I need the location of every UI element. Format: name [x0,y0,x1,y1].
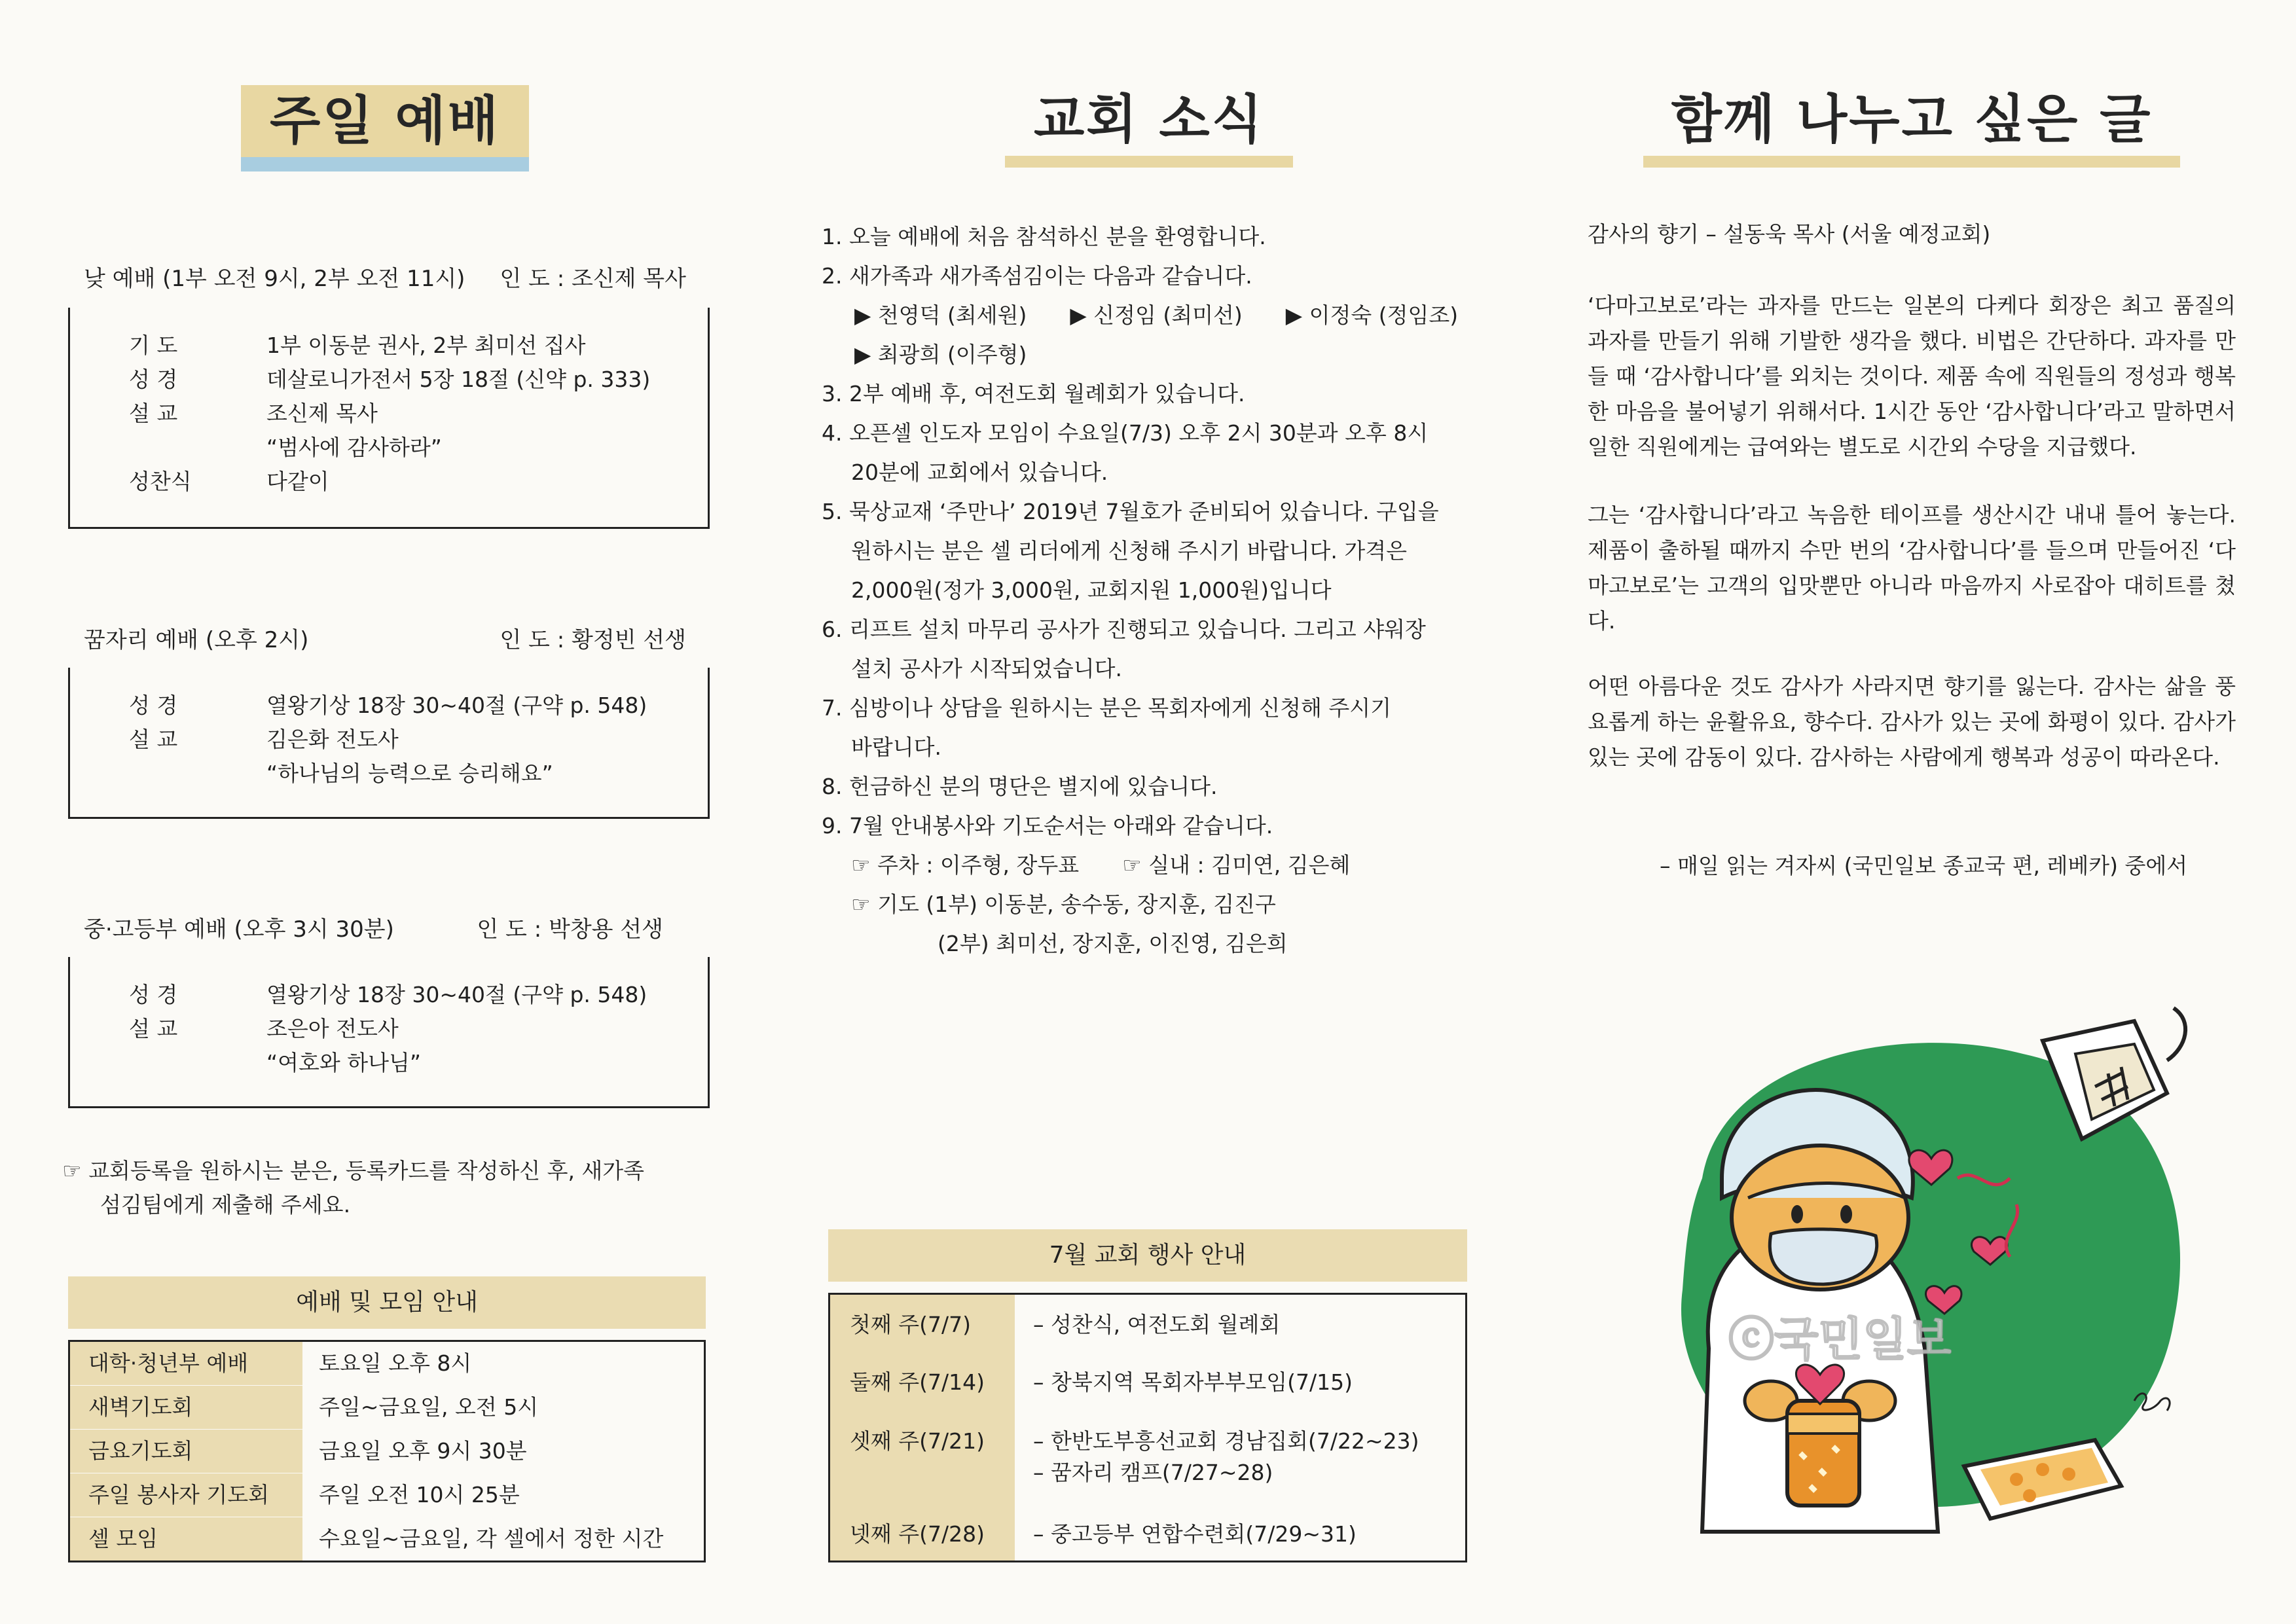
info-key-2: 금요기도회 [70,1430,302,1473]
essay-paragraph-3: 어떤 아름다운 것도 감사가 사라지면 향기를 잃는다. 감사는 삶을 풍요롭게 하는 윤활유요, 향수다. 감사가 있는 곳에 화평이 있다. 감사가 있는 곳에 감동이 있다. 감사하는 사람에게 행복과 성공이 따라온다. [1588,674,2236,770]
day-row-value-0: 1부 이동분 권사, 2부 최미선 집사 [266,333,586,358]
news-line-1: 2. 새가족과 새가족섬김이는 다음과 같습니다. [822,263,1252,289]
events-table-header: 7월 교회 행사 안내 [828,1229,1467,1282]
news-line-2: ▶ 천영덕 (최세원) ▶ 신정임 (최미선) ▶ 이정숙 (정임조) [854,302,1459,328]
essay-paragraph-2: 그는 ‘감사합니다’라고 녹음한 테이프를 생산시간 내내 틀어 놓는다. 제품이 출하될 때까지 수만 번의 ‘감사합니다’를 들으며 만들어진 ‘다마고보로’는 고객의 입맛뿐만 아니라 마음까지 사로잡아 대히트를 쳤다. [1588,502,2236,634]
essay-subtitle: 감사의 향기 – 설동욱 목사 (서울 예정교회) [1588,221,1991,247]
table-row [70,1342,704,1385]
youth-row-value-0: 열왕기상 18장 30~40절 (구약 p. 548) [266,982,647,1007]
illustration-svg [1624,982,2246,1571]
youth-service-title-row [84,911,663,943]
day-row-label-1: 성 경 [129,367,178,392]
news-line-4: 3. 2부 예배 후, 여전도회 월례회가 있습니다. [822,381,1245,406]
event-detail-2-0: – 한반도부흥선교회 경남집회(7/22~23) [1033,1428,1419,1454]
event-week-0: 첫째 주(7/7) [850,1312,971,1337]
dream-row-label-0: 성 경 [129,693,178,718]
news-line-6: 20분에 교회에서 있습니다. [851,460,1108,485]
dream-sermon-title: “하나님의 능력으로 승리해요” [266,761,553,786]
news-line-14: 8. 헌금하신 분의 명단은 별지에 있습니다. [822,774,1218,799]
day-sermon-title: “범사에 감사하라” [266,435,442,460]
youth-row-value-1: 조은아 전도사 [266,1016,399,1041]
event-week-1: 둘째 주(7/14) [850,1369,985,1395]
info-value-3: 주일 오전 10시 25분 [319,1482,520,1507]
dream-row-value-0: 열왕기상 18장 30~40절 (구약 p. 548) [266,693,647,718]
news-line-18: (2부) 최미선, 장지훈, 이진영, 김은희 [938,931,1288,956]
news-line-7: 5. 묵상교재 ‘주만나’ 2019년 7월호가 준비되어 있습니다. 구입을 [822,499,1439,524]
table-row [70,1430,704,1473]
day-row-label-0: 기 도 [129,333,178,358]
essay-source: – 매일 읽는 겨자씨 (국민일보 종교국 편, 레베카) 중에서 [1660,853,2188,878]
day-row-label-4: 성찬식 [129,469,192,494]
day-service-title-row [84,261,686,293]
event-detail-3-0: – 중고등부 연합수련회(7/29~31) [1033,1521,1357,1547]
news-line-10: 6. 리프트 설치 마무리 공사가 진행되고 있습니다. 그리고 샤워장 [822,617,1426,642]
info-table-header: 예배 및 모임 안내 [68,1276,706,1329]
essay-paragraph-1: ‘다마고보로’라는 과자를 만드는 일본의 다케다 회장은 최고 품질의 과자를 만들기 위해 기발한 생각을 했다. 비법은 간단하다. 과자를 만들 때 ‘감사합니다’를 외치는 것이다. 제품 속에 직원들의 정성과 행복한 마음을 불어넣기 위해서다. 1시간 동안 ‘감사합니다’라고 말하면서 일한 직원에게는 급여와는 별도로 시간외 수당을 지급했다. [1588,293,2236,460]
event-detail-2-1: – 꿈자리 캠프(7/27~28) [1033,1460,1273,1485]
news-line-5: 4. 오픈셀 인도자 모임이 수요일(7/3) 오후 2시 30분과 오후 8시 [822,420,1429,446]
dream-row-value-1: 김은화 전도사 [266,727,399,752]
news-line-0: 1. 오늘 예배에 처음 참석하신 분을 환영합니다. [822,224,1266,249]
day-row-label-2: 설 교 [129,401,178,426]
info-value-2: 금요일 오후 9시 30분 [319,1438,527,1464]
dream-service-title-row [84,622,686,654]
day-service-box [68,308,710,529]
illustration [1624,982,2246,1571]
table-row [70,1517,704,1561]
dream-row-label-1: 설 교 [129,727,178,752]
dream-service-box [68,668,710,819]
news-line-17: ☞ 기도 (1부) 이동분, 송수동, 장지훈, 김진구 [851,892,1276,917]
info-key-0: 대학·청년부 예배 [70,1342,302,1385]
dream-service-leader: 인 도 : 황정빈 선생 [500,627,686,653]
news-line-12: 7. 심방이나 상담을 원하시는 분은 목회자에게 신청해 주시기 [822,695,1391,721]
info-value-4: 수요일~금요일, 각 셀에서 정한 시간 [319,1526,664,1551]
youth-row-label-0: 성 경 [129,982,178,1007]
table-row [70,1473,704,1517]
news-line-16: ☞ 주차 : 이주형, 장두표 ☞ 실내 : 김미연, 김은혜 [851,852,1351,878]
event-week-2: 셋째 주(7/21) [850,1428,985,1454]
day-row-value-1: 데살로니가전서 5장 18절 (신약 p. 333) [266,367,651,392]
youth-sermon-title: “여호와 하나님” [266,1050,421,1075]
day-service-leader: 인 도 : 조신제 목사 [500,266,686,292]
event-detail-1-0: – 창북지역 목회자부부모임(7/15) [1033,1369,1353,1395]
info-table [68,1340,706,1562]
dream-service-title: 꿈자리 예배 (오후 2시) [84,627,309,653]
watermark-text: ⓒ국민일보 [1728,1312,1952,1366]
registration-note-line-2: 섬김팀에게 제출해 주세요. [100,1192,351,1218]
church-news-heading: 교회 소식 [1005,84,1293,168]
day-row-value-4: 다같이 [266,469,329,494]
registration-note-line-1: ☞ 교회등록을 원하시는 분은, 등록카드를 작성하신 후, 새가족 [62,1158,645,1183]
event-detail-0-0: – 성찬식, 여전도회 월례회 [1033,1312,1281,1337]
news-line-15: 9. 7월 안내봉사와 기도순서는 아래와 같습니다. [822,813,1273,839]
info-value-1: 주일~금요일, 오전 5시 [319,1394,539,1420]
sharing-heading: 함께 나누고 싶은 글 [1643,84,2180,168]
youth-service-title: 중·고등부 예배 (오후 3시 30분) [84,916,394,943]
registration-note [62,1154,717,1222]
news-line-8: 원하시는 분은 셀 리더에게 신청해 주시기 바랍니다. 가격은 [851,538,1407,564]
youth-service-box [68,957,710,1108]
sunday-worship-heading: 주일 예배 [241,85,529,171]
worker-figure [1702,1090,1938,1532]
table-row [70,1386,704,1429]
youth-row-label-1: 설 교 [129,1016,178,1041]
youth-service-leader: 인 도 : 박창용 선생 [477,916,663,943]
day-service-title: 낮 예배 (1부 오전 9시, 2부 오전 11시) [84,266,465,292]
info-key-3: 주일 봉사자 기도회 [70,1473,302,1517]
news-line-9: 2,000원(정가 3,000원, 교회지원 1,000원)입니다 [851,577,1332,603]
news-line-3: ▶ 최광희 (이주형) [854,342,1027,367]
news-line-11: 설치 공사가 시작되었습니다. [851,656,1123,681]
info-value-0: 토요일 오후 8시 [319,1350,472,1376]
news-line-13: 바랍니다. [851,734,942,760]
events-table [828,1293,1467,1562]
info-key-1: 새벽기도회 [70,1386,302,1429]
event-week-3: 넷째 주(7/28) [850,1521,985,1547]
day-row-value-2: 조신제 목사 [266,401,378,426]
info-key-4: 셀 모임 [70,1517,302,1561]
